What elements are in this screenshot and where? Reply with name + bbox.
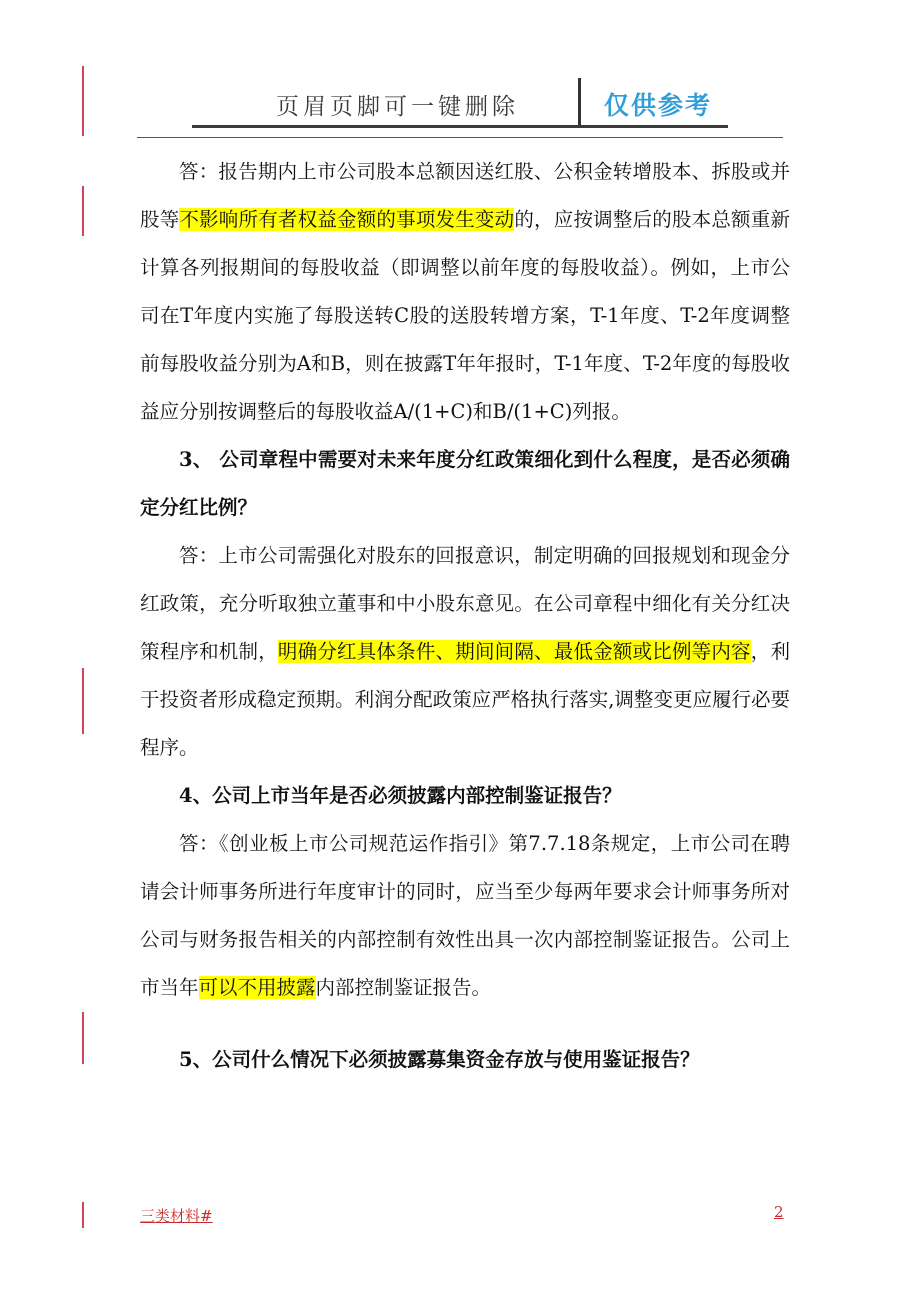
margin-mark: [82, 66, 84, 136]
answer-2-text-b: ，利于投资者形成稳定预期。利润分配政策应严格执行落实,调整变更应履行必要程序。: [140, 640, 790, 759]
page-number: 2: [774, 1203, 784, 1221]
document-body: [140, 148, 790, 1084]
header-banner: [192, 78, 728, 130]
answer-3-text-b: 内部控制鉴证报告。: [315, 976, 492, 999]
answer-1-text-b: 的，应按调整后的股本总额重新计算各列报期间的每股收益（即调整以前年度的每股收益）。例如，上市公司在T年度内实施了每股送转C股的送股转增方案，T-1年度、T-2年度调整前每股收益分别为A和B，则在披露T年年报时，T-1年度、T-2年度的每股收益应分别按调整后的每股收益A/(1+C)和B/(1+C)列报。: [140, 208, 790, 423]
answer-1-text-a: 答：报告期内上市公司股本总额因送红股、公积金转增股本、拆股或并股等: [140, 160, 790, 231]
margin-mark: [82, 186, 84, 236]
header-divider: [578, 78, 581, 126]
margin-mark: [82, 1202, 84, 1228]
header-underline: [192, 125, 728, 128]
question-3: 3、 公司章程中需要对未来年度分红政策细化到什么程度，是否必须确定分红比例？: [140, 448, 790, 519]
header-left-text: 页眉页脚可一键删除: [276, 94, 519, 120]
answer-2-text-a: 答：上市公司需强化对股东的回报意识，制定明确的回报规划和现金分红政策，充分听取独立董事和中小股东意见。在公司章程中细化有关分红决策程序和机制，: [140, 544, 790, 663]
margin-mark: [82, 1012, 84, 1064]
footer-left-text: 三类材料#: [140, 1207, 213, 1225]
answer-2-highlight: 明确分红具体条件、期间间隔、最低金额或比例等内容: [277, 640, 751, 663]
question-5: 5、公司什么情况下必须披露募集资金存放与使用鉴证报告？: [179, 1048, 700, 1071]
answer-1-highlight: 不影响所有者权益金额的事项发生变动: [179, 208, 515, 231]
answer-paragraph-3: [140, 820, 790, 1012]
answer-paragraph-2: [140, 532, 790, 772]
header-right-text: 仅供参考: [604, 91, 713, 120]
header-rule: [137, 137, 783, 138]
question-4: 4、公司上市当年是否必须披露内部控制鉴证报告？: [179, 784, 622, 807]
answer-3-text-a: 答：《创业板上市公司规范运作指引》第7.7.18条规定，上市公司在聘请会计师事务所进行年度审计的同时，应当至少每两年要求会计师事务所对公司与财务报告相关的内部控制有效性出具一次内部控制鉴证报告。公司上市当年: [140, 832, 790, 999]
answer-3-highlight: 可以不用披露: [198, 976, 316, 999]
margin-mark: [82, 668, 84, 734]
answer-paragraph-1: [140, 148, 790, 436]
